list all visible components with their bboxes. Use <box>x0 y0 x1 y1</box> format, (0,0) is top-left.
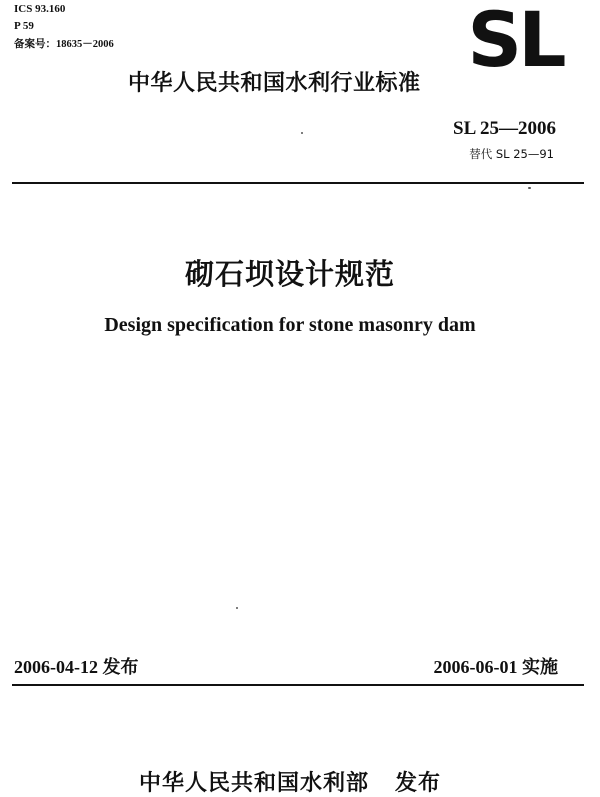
publisher: 中华人民共和国水利部 发布 <box>139 771 441 796</box>
sl-logo-text: SL <box>467 0 563 74</box>
record-number: 备案号：18635－2006 <box>14 39 114 50</box>
replaced-standard: 替代 SL 25—91 <box>469 147 554 161</box>
industry-standard-title: 中华人民共和国水利行业标准 <box>128 71 421 96</box>
top-divider <box>12 182 584 184</box>
sl-logo <box>456 0 574 74</box>
scan-speck <box>301 132 303 134</box>
ics-code: ICS 93.160 <box>14 3 66 15</box>
ccs-code: P 59 <box>14 20 34 32</box>
implementation-date: 2006-06-01 实施 <box>433 657 558 677</box>
title-english: Design specification for stone masonry dam <box>104 314 476 336</box>
scan-speck <box>528 187 531 189</box>
title-chinese: 砌石坝设计规范 <box>184 257 395 291</box>
issue-date: 2006-04-12 发布 <box>14 657 139 677</box>
bottom-divider <box>12 684 584 686</box>
scan-speck <box>236 607 238 609</box>
standard-number: SL 25—2006 <box>453 118 556 139</box>
